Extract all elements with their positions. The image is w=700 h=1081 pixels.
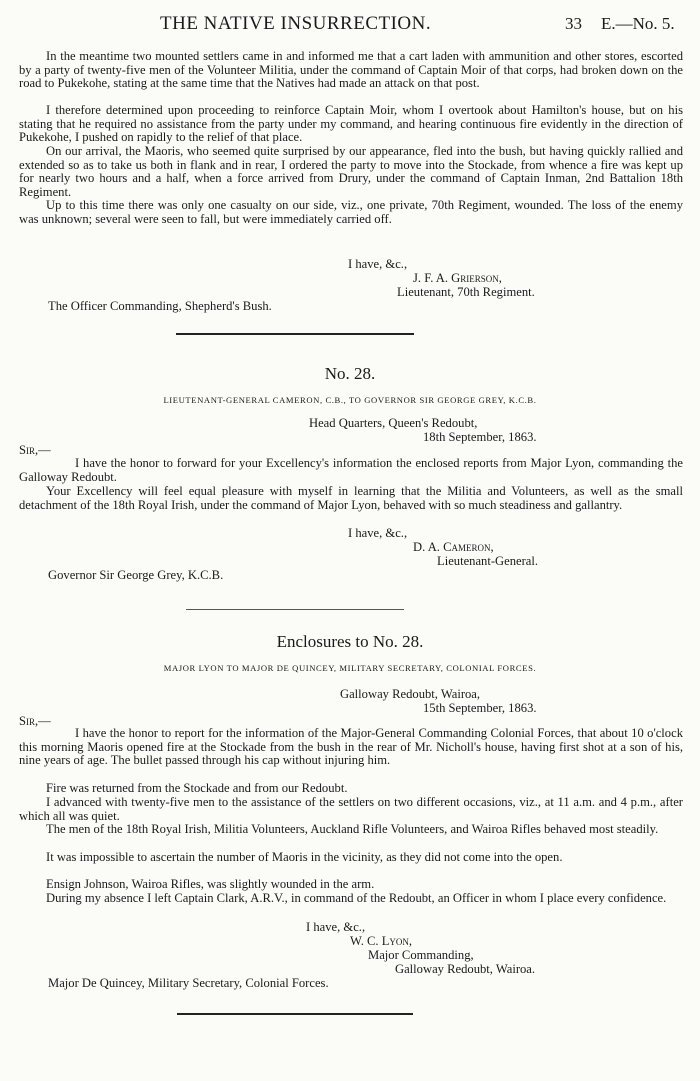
page-header (0, 13, 700, 37)
report-paragraph: In the meantime two mounted settlers came in and informed me that a cart laden with ammunition and other stores, escorted by a party of twenty-five men of the Volunteer Militia, under the command of Captain Moir of that corps, had broken down on the road to Pukekohe, stating at the same time that the Natives had made an attack on that post. (19, 49, 683, 90)
letter-paragraph: I have the honor to forward for your Excellency's information the enclosed reports from Major Lyon, commanding the Galloway Redoubt. (19, 456, 683, 484)
report-paragraph: On our arrival, the Maoris, who seemed quite surprised by our appearance, fled into the bush, but having quickly rallied and extended so as to take us both in flank and in rear, I ordered the party to move into the Stockade, from whence a fire was kept up for nearly two hours and a half, when a force arrived from Drury, under the command of Captain Inman, 2nd Battalion 18th Regiment. (19, 144, 683, 199)
addressee: Governor Sir George Grey, K.C.B. (48, 568, 224, 582)
letter-paragraph: Fire was returned from the Stockade and from our Redoubt. (46, 781, 348, 795)
signature-name: W. C. Lyon, (350, 934, 413, 948)
letter-date: 15th September, 1863. (423, 701, 537, 715)
page-number: 33 (565, 14, 582, 33)
addressee: Major De Quincey, Military Secretary, Colonial Forces. (48, 976, 329, 990)
letter-paragraph: I have the honor to report for the information of the Major-General Commanding Colonial Forces, that about 10 o'clock this morning Maoris opened fire at the Stockade from the bush in the rear of Mr. Nicholl's house, having first shot at a son of his, nine years of age. The bullet passed through his cap without injuring him. (19, 726, 683, 767)
report-paragraph: I therefore determined upon proceeding to reinforce Captain Moir, whom I overtook about Hamilton's house, but on his stating that he required no assistance from the party under my command, and hearing continuous fire evidently in the direction of Pukekohe, I pushed on rapidly to the relief of that place. (19, 103, 683, 144)
running-title: THE NATIVE INSURRECTION. (160, 13, 432, 34)
letter-place: Galloway Redoubt, Wairoa, (340, 687, 481, 701)
section-divider (177, 1013, 413, 1015)
signature-name: J. F. A. Grierson, (413, 271, 502, 285)
letter-paragraph: During my absence I left Captain Clark, A.R.V., in command of the Redoubt, an Officer in whom I place every confidence. (46, 891, 667, 905)
document-number-heading: No. 28. (324, 364, 376, 383)
section-divider (176, 333, 414, 335)
signature-title: Major Commanding, (368, 948, 474, 962)
salutation: Sir,— (19, 443, 51, 457)
letter-place: Head Quarters, Queen's Redoubt, (309, 416, 478, 430)
letter-paragraph: The men of the 18th Royal Irish, Militia Volunteers, Auckland Rifle Volunteers, and Wairoa Rifles behaved most steadily. (46, 822, 659, 836)
closing-line: I have, &c., (348, 526, 408, 540)
closing-line: I have, &c., (306, 920, 366, 934)
report-paragraph: Up to this time there was only one casualty on our side, viz., one private, 70th Regiment, wounded. The loss of the enemy was unknown; several were seen to fall, but were immediately carried off. (19, 198, 683, 226)
signature-place: Galloway Redoubt, Wairoa. (395, 962, 536, 976)
signature-name: D. A. Cameron, (413, 540, 494, 554)
letter-date: 18th September, 1863. (423, 430, 537, 444)
salutation: Sir,— (19, 714, 51, 728)
letter-paragraph: Ensign Johnson, Wairoa Rifles, was slightly wounded in the arm. (46, 877, 375, 891)
letter-paragraph: Your Excellency will feel equal pleasure with myself in learning that the Militia and Volunteers, as well as the small detachment of the 18th Royal Irish, under the command of Major Lyon, behaved with so much steadiness and gallantry. (19, 484, 683, 512)
signature-title: Lieutenant-General. (437, 554, 539, 568)
addressee: The Officer Commanding, Shepherd's Bush. (48, 299, 272, 313)
enclosures-heading: Enclosures to No. 28. (276, 632, 424, 651)
document-reference: E.—No. 5. (601, 14, 675, 33)
letter-subheading: MAJOR LYON TO MAJOR DE QUINCEY, MILITARY SECRETARY, COLONIAL FORCES. (163, 663, 537, 673)
letter-paragraph: I advanced with twenty-five men to the assistance of the settlers on two different occasions, viz., at 11 a.m. and 4 p.m., after which all was quiet. (19, 795, 683, 823)
signature-title: Lieutenant, 70th Regiment. (397, 285, 535, 299)
letter-paragraph: It was impossible to ascertain the number of Maoris in the vicinity, as they did not come into the open. (46, 850, 563, 864)
section-divider (186, 609, 404, 610)
closing-line: I have, &c., (348, 257, 408, 271)
letter-subheading: LIEUTENANT-GENERAL CAMERON, C.B., TO GOVERNOR SIR GEORGE GREY, K.C.B. (163, 395, 537, 405)
